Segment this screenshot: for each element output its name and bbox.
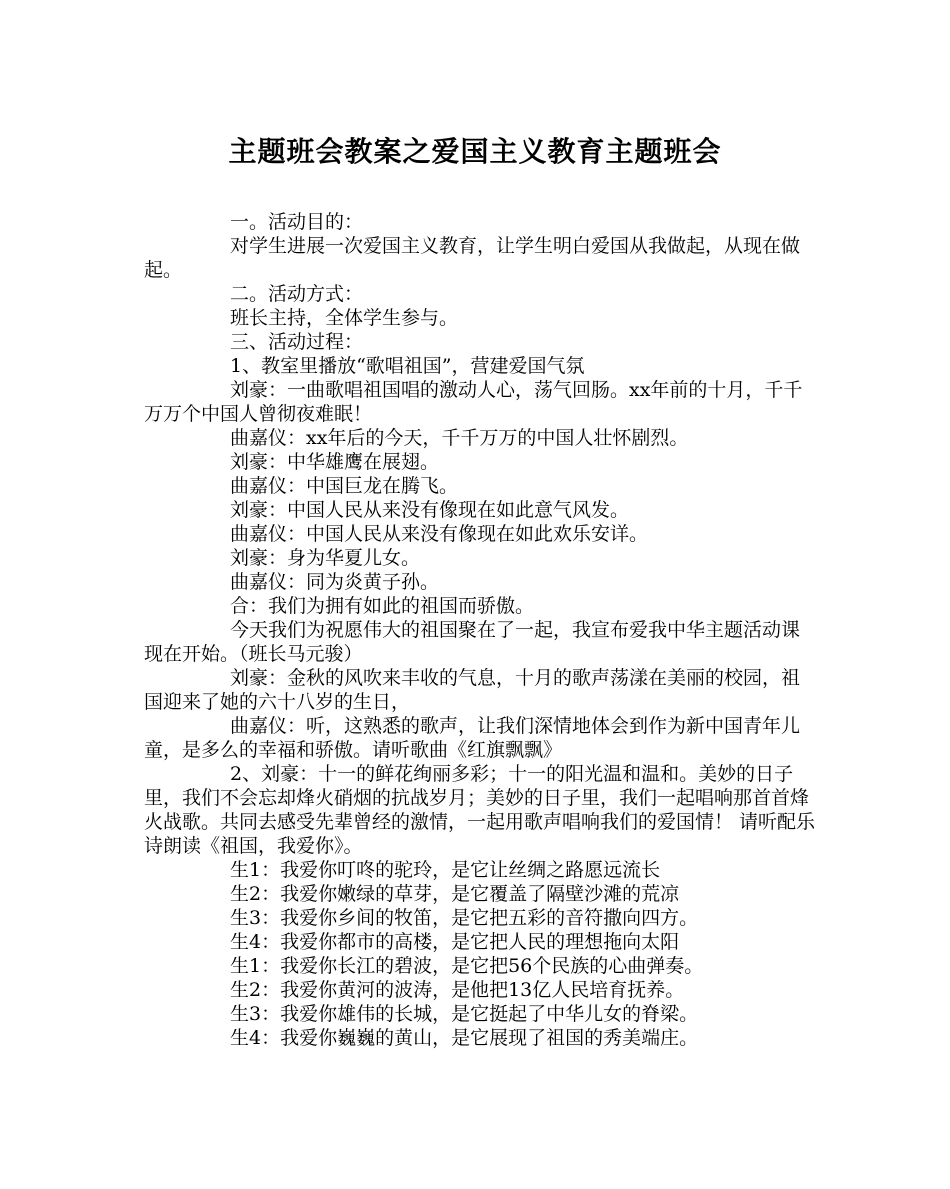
paragraph: 对学生进展一次爱国主义教育，让学生明白爱国从我做起，从现在做起。 <box>144 235 801 281</box>
dialogue-line: 刘豪：中华雄鹰在展翅。 <box>230 451 440 473</box>
poem-line: 生4：我爱你巍巍的黄山，是它展现了祖国的秀美端庄。 <box>230 1027 699 1049</box>
paragraph: 今天我们为祝愿伟大的祖国聚在了一起，我宣布爱我中华主题活动课现在开始。（班长马元骏） <box>144 619 801 665</box>
section-heading: 二。活动方式： <box>230 283 364 305</box>
poem-line: 生3：我爱你乡间的牧笛，是它把五彩的音符撒向四方。 <box>230 907 699 929</box>
paragraph: 2、刘豪：十一的鲜花绚丽多彩；十一的阳光温和温和。美妙的日子里，我们不会忘却烽火硝烟的抗战岁月；美妙的日子里，我们一起唱响那首首烽火战歌。共同去感受先辈曾经的激情，一起用歌声唱响我们的爱国情！ 请听配乐诗朗读《祖国，我爱你》。 <box>144 763 816 857</box>
document-body <box>144 210 816 1050</box>
dialogue-line: 曲嘉仪：听，这熟悉的歌声，让我们深情地体会到作为新中国青年儿童，是多么的幸福和骄傲。请听歌曲《红旗飘飘》 <box>144 715 801 761</box>
paragraph: 班长主持，全体学生参与。 <box>230 307 459 329</box>
poem-line: 生4：我爱你都市的高楼，是它把人民的理想拖向太阳 <box>230 931 680 953</box>
section-heading: 一。活动目的： <box>230 211 364 233</box>
poem-line: 生1：我爱你长江的碧波，是它把56个民族的心曲弹奏。 <box>230 955 704 977</box>
poem-line: 生2：我爱你嫩绿的草芽，是它覆盖了隔壁沙滩的荒凉 <box>230 883 680 905</box>
dialogue-line: 曲嘉仪：中国人民从来没有像现在如此欢乐安详。 <box>230 523 649 545</box>
dialogue-line: 刘豪：金秋的风吹来丰收的气息，十月的歌声荡漾在美丽的校园，祖国迎来了她的六十八岁的生日， <box>144 667 801 713</box>
section-heading: 三、活动过程： <box>230 331 364 353</box>
paragraph: 1、教室里播放“歌唱祖国”，营建爱国气氛 <box>230 355 585 377</box>
dialogue-line: 刘豪：一曲歌唱祖国唱的激动人心，荡气回肠。xx年前的十月，千千万万个中国人曾彻夜难眠！ <box>144 379 803 425</box>
dialogue-line: 曲嘉仪：中国巨龙在腾飞。 <box>230 475 459 497</box>
dialogue-line: 刘豪：身为华夏儿女。 <box>230 547 421 569</box>
dialogue-line: 曲嘉仪：xx年后的今天，千千万万的中国人壮怀剧烈。 <box>230 427 689 449</box>
dialogue-line: 曲嘉仪：同为炎黄子孙。 <box>230 571 440 593</box>
dialogue-line: 合：我们为拥有如此的祖国而骄傲。 <box>230 595 535 617</box>
poem-line: 生3：我爱你雄伟的长城，是它挺起了中华儿女的脊梁。 <box>230 1003 699 1025</box>
poem-line: 生2：我爱你黄河的波涛，是他把13亿人民培育抚养。 <box>230 979 685 1001</box>
dialogue-line: 刘豪：中国人民从来没有像现在如此意气风发。 <box>230 499 630 521</box>
document-title: 主题班会教案之爱国主义教育主题班会 <box>228 135 722 168</box>
poem-line: 生1：我爱你叮咚的驼玲，是它让丝绸之路愿远流长 <box>230 859 661 881</box>
